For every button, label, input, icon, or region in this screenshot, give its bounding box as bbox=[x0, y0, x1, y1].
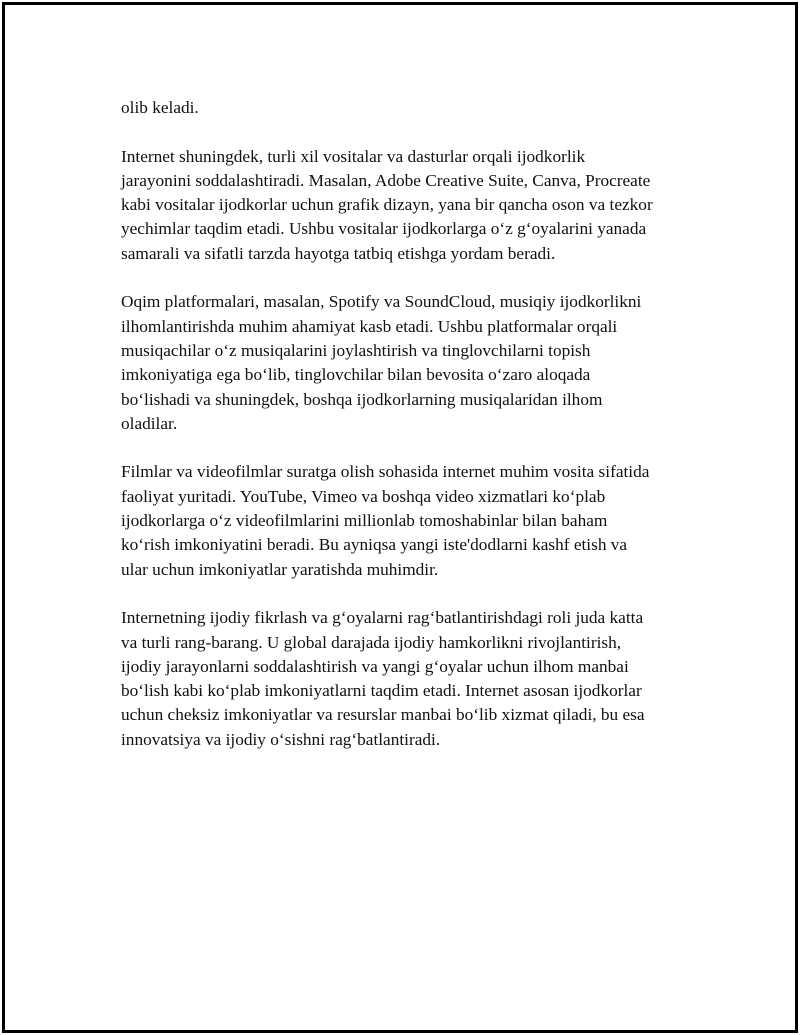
paragraph-video: Filmlar va videofilmlar suratga olish sohasida internet muhim vosita sifatida faoliyat yuritadi. YouTube, Vimeo va boshqa video xizmatlari koʻplab ijodkorlarga oʻz videofilmlarini millionlab tomoshabinlar bilan baham koʻrish imkoniyatini beradi. Bu ayniqsa yangi iste'dodlarni kashf etish va ular uchun imkoniyatlar yaratishda muhimdir. bbox=[121, 462, 650, 579]
document-body bbox=[121, 96, 701, 752]
paragraph-streaming: Oqim platformalari, masalan, Spotify va SoundCloud, musiqiy ijodkorlikni ilhomlantirishda muhim ahamiyat kasb etadi. Ushbu platformalar orqali musiqachilar oʻz musiqalarini joylashtirish va tinglovchilarni topish imkoniyatiga ega boʻlib, tinglovchilar bilan bevosita oʻzaro aloqada boʻlishadi va shuningdek, boshqa ijodkorlarning musiqalaridan ilhom oladilar. bbox=[121, 292, 642, 433]
paragraph-conclusion: Internetning ijodiy fikrlash va gʻoyalarni ragʻbatlantirishdagi roli juda katta va turli rang-barang. U global darajada ijodiy hamkorlikni rivojlantirish, ijodiy jarayonlarni soddalashtirish va yangi gʻoyalar uchun ilhom manbai boʻlish kabi koʻplab imkoniyatlarni taqdim etadi. Internet asosan ijodkorlar uchun cheksiz imkoniyatlar va resurslar manbai boʻlib xizmat qiladi, bu esa innovatsiya va ijodiy oʻsishni ragʻbatlantiradi. bbox=[121, 608, 645, 749]
paragraph-continuation: olib keladi. bbox=[121, 98, 199, 117]
paragraph-tools: Internet shuningdek, turli xil vositalar va dasturlar orqali ijodkorlik jarayonini soddalashtiradi. Masalan, Adobe Creative Suite, Canva, Procreate kabi vositalar ijodkorlar uchun grafik dizayn, yana bir qancha oson va tezkor yechimlar taqdim etadi. Ushbu vositalar ijodkorlarga oʻz gʻoyalarini yanada samarali va sifatli tarzda hayotga tatbiq etishga yordam beradi. bbox=[121, 146, 653, 263]
page-border bbox=[2, 2, 798, 1033]
